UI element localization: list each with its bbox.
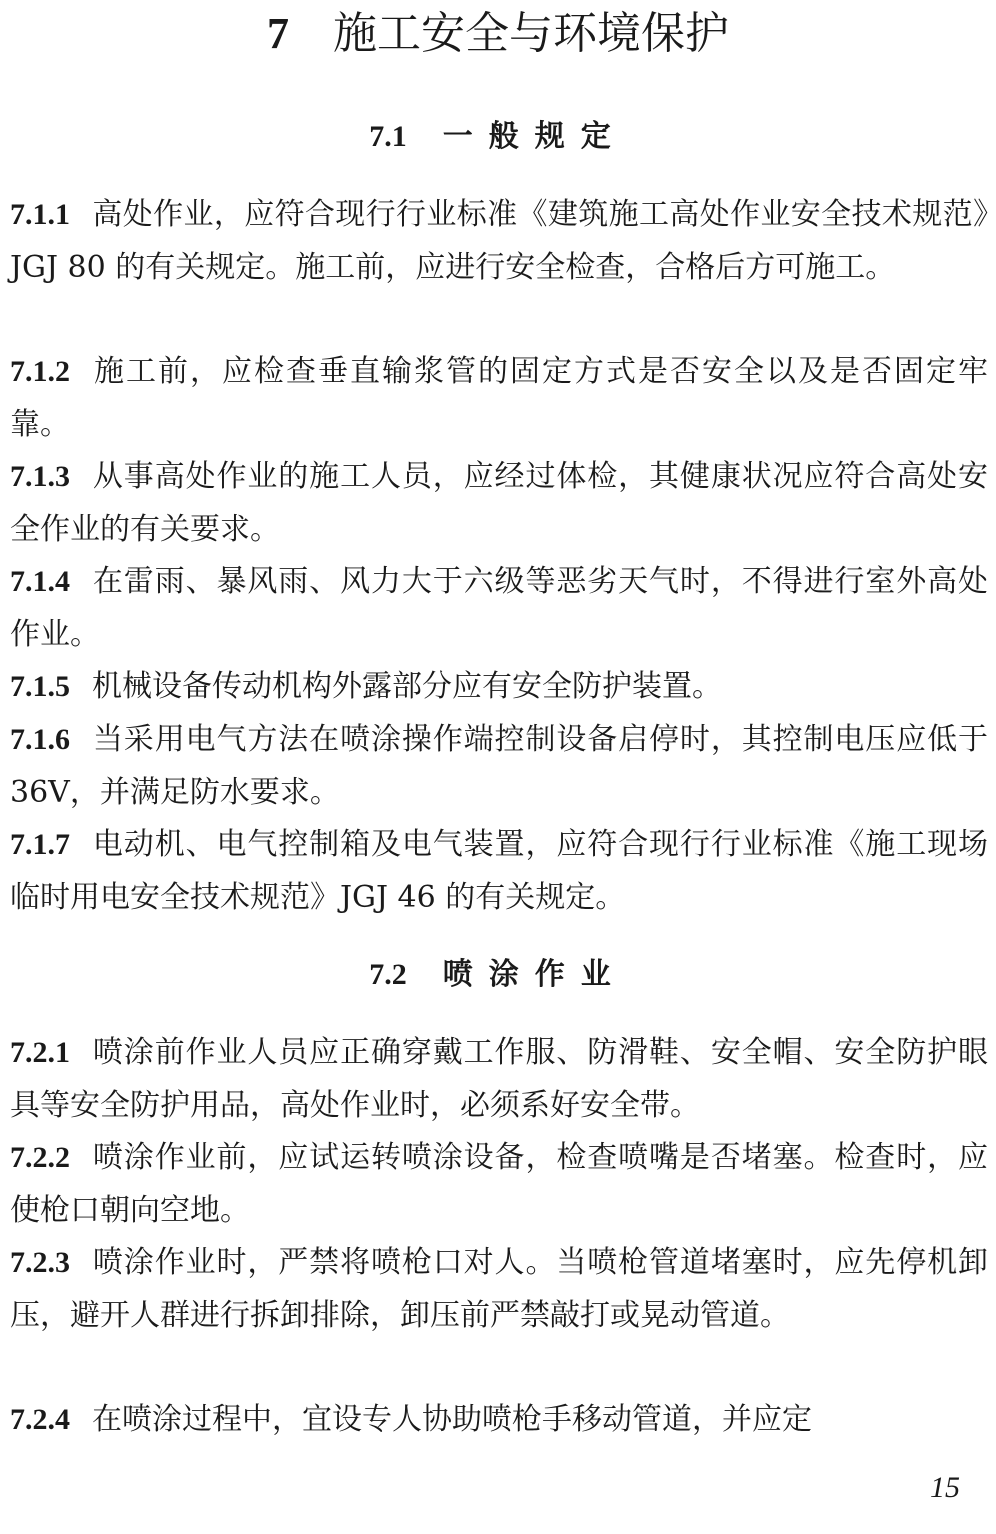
clause-number: 7.2.1	[10, 1036, 70, 1069]
clause-7-1-7	[10, 819, 988, 924]
clause-7-1-6	[10, 714, 988, 819]
clause-text: 喷涂作业前，应试运转喷涂设备，检查喷嘴是否堵塞。检查时，应使枪口朝向空地。	[10, 1140, 988, 1228]
section-title-7-2	[0, 955, 996, 995]
clause-number: 7.1.7	[10, 828, 70, 861]
clause-text: 喷涂前作业人员应正确穿戴工作服、防滑鞋、安全帽、安全防护眼具等安全防护用品，高处作业时，必须系好安全带。	[10, 1035, 988, 1123]
clause-7-2-4	[10, 1394, 988, 1447]
clause-7-2-3	[10, 1237, 988, 1342]
section-title-7-1	[0, 117, 996, 157]
clause-number: 7.1.1	[10, 198, 70, 231]
clause-7-2-1	[10, 1027, 988, 1132]
clause-text: 施工前，应检查垂直输浆管的固定方式是否安全以及是否固定牢靠。	[10, 354, 988, 442]
clause-text: 在喷涂过程中，宜设专人协助喷枪手移动管道，并应定	[92, 1402, 812, 1437]
clause-text: 喷涂作业时，严禁将喷枪口对人。当喷枪管道堵塞时，应先停机卸压，避开人群进行拆卸排除，卸压前严禁敲打或晃动管道。	[10, 1245, 988, 1333]
clause-7-1-4	[10, 556, 988, 661]
section-number: 7.2	[369, 958, 407, 991]
clause-number: 7.2.4	[10, 1403, 70, 1436]
clause-number: 7.1.2	[10, 355, 70, 388]
clause-7-1-1	[10, 189, 988, 294]
clause-text: 高处作业，应符合现行行业标准《建筑施工高处作业安全技术规范》JGJ 80 的有关规定。施工前，应进行安全检查，合格后方可施工。	[10, 197, 988, 285]
clause-text: 机械设备传动机构外露部分应有安全防护装置。	[92, 669, 722, 704]
clause-number: 7.1.3	[10, 460, 70, 493]
chapter-number: 7	[267, 9, 289, 58]
clause-text: 电动机、电气控制箱及电气装置，应符合现行行业标准《施工现场临时用电安全技术规范》JGJ 46 的有关规定。	[10, 827, 988, 915]
clause-7-1-5	[10, 661, 988, 714]
chapter-title	[0, 6, 996, 62]
section-name: 一般规定	[442, 119, 627, 154]
clause-7-2-2	[10, 1132, 988, 1237]
clause-number: 7.1.6	[10, 723, 70, 756]
clause-7-1-2	[10, 346, 988, 451]
clause-number: 7.1.5	[10, 670, 70, 703]
clause-text: 从事高处作业的施工人员，应经过体检，其健康状况应符合高处安全作业的有关要求。	[10, 459, 988, 547]
section-number: 7.1	[369, 120, 407, 153]
clause-number: 7.2.3	[10, 1246, 70, 1279]
section-name: 喷涂作业	[442, 957, 627, 992]
clause-7-1-3	[10, 451, 988, 556]
clause-text: 在雷雨、暴风雨、风力大于六级等恶劣天气时，不得进行室外高处作业。	[10, 564, 988, 652]
chapter-title-text: 施工安全与环境保护	[333, 8, 729, 59]
clause-text: 当采用电气方法在喷涂操作端控制设备启停时，其控制电压应低于 36V，并满足防水要求。	[10, 722, 988, 810]
clause-number: 7.2.2	[10, 1141, 70, 1174]
page-number: 15	[930, 1471, 960, 1504]
clause-number: 7.1.4	[10, 565, 70, 598]
